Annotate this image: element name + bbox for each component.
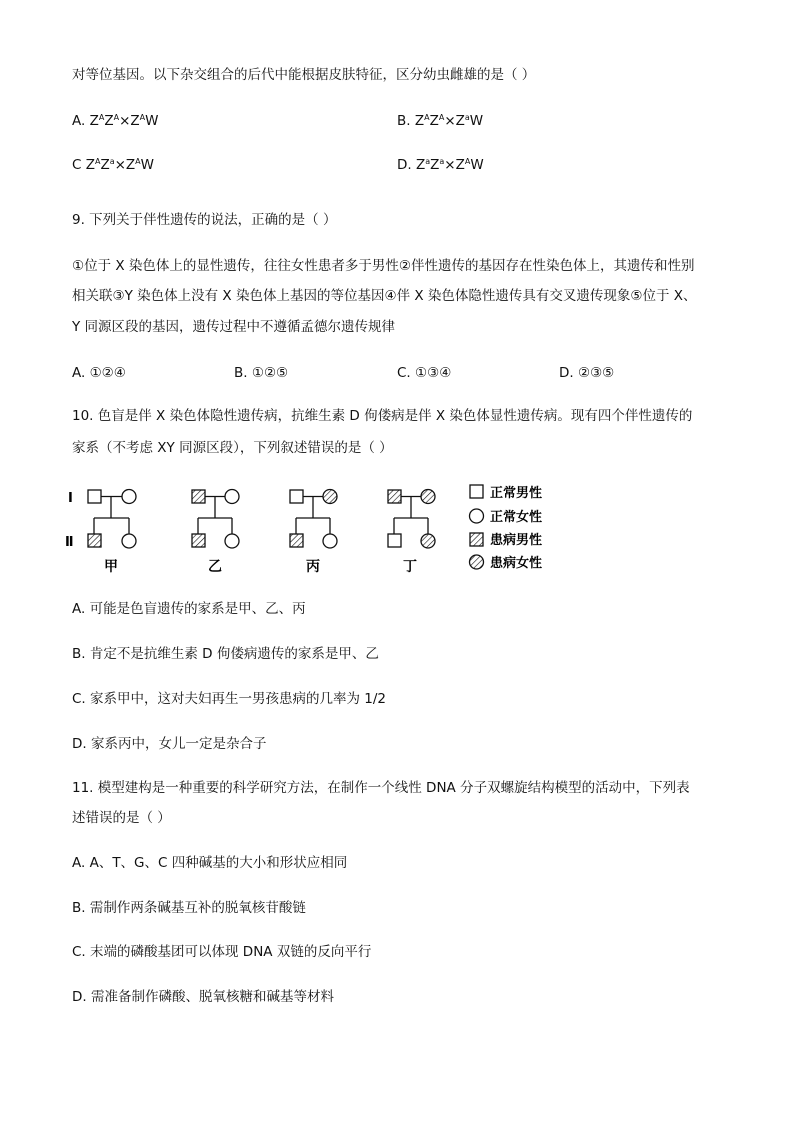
genotype-text: Z [414, 113, 425, 129]
normal-male-symbol [290, 490, 303, 503]
genotype-text: Z [104, 113, 114, 129]
legend-normal-male-symbol [470, 485, 483, 498]
family-label: 甲 [104, 559, 118, 575]
q11-option-b: B. 需制作两条碱基互补的脱氧核苷酸链 [72, 900, 306, 916]
allele-sup: a [439, 157, 445, 166]
affected-male-symbol [88, 534, 101, 547]
pedigree-family-yi [192, 490, 239, 549]
pedigree-family-bing [290, 490, 337, 549]
allele-sup: a [464, 113, 470, 122]
legend-affected-male-symbol [470, 533, 483, 546]
genotype-text: W [145, 113, 159, 129]
allele-sup: A [139, 113, 146, 122]
normal-male-symbol [388, 534, 401, 547]
genotype-text: Z [85, 157, 95, 173]
option-letter: C [72, 157, 86, 173]
legend-label: 正常女性 [490, 510, 543, 525]
affected-male-symbol [388, 490, 401, 503]
q11-stem-line: 11. 模型建构是一种重要的科学研究方法，在制作一个线性 DNA 分子双螺旋结构模型的活动中，下列表 [72, 780, 690, 796]
allele-sup: A [135, 157, 141, 166]
normal-male-symbol [88, 490, 101, 503]
affected-male-symbol [192, 534, 205, 547]
genotype-text: Z [415, 157, 426, 173]
q10-stem-line: 家系（不考虑 XY 同源区段），下列叙述错误的是（ ） [72, 440, 393, 456]
genotype-text: Z [429, 113, 439, 129]
q9-body-line: ①位于 X 染色体上的显性遗传，往往女性患者多于男性②伴性遗传的基因存在性染色体上，其遗传和性别 [72, 258, 695, 274]
pedigree-figure [60, 478, 560, 578]
q8-option-a [72, 112, 158, 130]
q10-option-a: A. 可能是色盲遗传的家系是甲、乙、丙 [72, 601, 306, 617]
q10-stem-line: 10. 色盲是伴 X 染色体隐性遗传病，抗维生素 D 佝偻病是伴 X 染色体显性遗传病。现有四个伴性遗传的 [72, 408, 693, 424]
q9-body-line: 相关联③Y 染色体上没有 X 染色体上基因的等位基因④伴 X 染色体隐性遗传具有交叉遗传现象⑤位于 X、 [72, 288, 697, 304]
generation-label-1: Ⅰ [68, 491, 73, 506]
allele-sup: A [438, 113, 445, 122]
pedigree-family-jia [88, 490, 136, 549]
genotype-text: ×Z [444, 157, 465, 173]
generation-label-2: Ⅱ [65, 535, 74, 550]
legend-label: 患病男性 [490, 533, 543, 548]
affected-female-symbol [421, 490, 435, 504]
genotype-text: Z [89, 113, 99, 129]
legend-label: 正常男性 [490, 486, 543, 501]
normal-female-symbol [225, 534, 239, 548]
allele-sup: A [424, 113, 430, 122]
genotype-text: ×Z [119, 113, 140, 129]
genotype-text: ×Z [114, 157, 136, 173]
q8-stem-tail: 对等位基因。以下杂交组合的后代中能根据皮肤特征，区分幼虫雌雄的是（ ） [72, 67, 536, 83]
family-label: 乙 [208, 559, 222, 575]
normal-female-symbol [122, 534, 136, 548]
q9-stem: 9. 下列关于伴性遗传的说法，正确的是（ ） [72, 212, 337, 228]
affected-male-symbol [192, 490, 205, 503]
legend-affected-female-symbol [470, 555, 484, 569]
family-label: 丁 [403, 559, 417, 575]
q8-option-b [397, 112, 483, 130]
q8-option-d [397, 156, 484, 174]
q9-option-c: C. ①③④ [397, 365, 452, 381]
legend-normal-female-symbol [470, 509, 484, 523]
option-letter: B. [397, 113, 415, 129]
family-label: 丙 [306, 559, 320, 575]
normal-female-symbol [225, 490, 239, 504]
affected-female-symbol [421, 534, 435, 548]
genotype-text: W [469, 113, 484, 129]
genotype-text: W [140, 157, 155, 173]
affected-male-symbol [290, 534, 303, 547]
q8-option-c [72, 156, 154, 174]
q10-option-b: B. 肯定不是抗维生素 D 佝偻病遗传的家系是甲、乙 [72, 646, 379, 662]
genotype-text: W [470, 157, 484, 173]
q9-option-d: D. ②③⑤ [559, 365, 615, 381]
option-letter: A. [72, 113, 90, 129]
q10-option-d: D. 家系丙中，女儿一定是杂合子 [72, 736, 267, 752]
allele-sup: A [113, 113, 120, 122]
allele-sup: a [109, 157, 115, 166]
q9-body-line: Y 同源区段的基因，遗传过程中不遵循孟德尔遗传规律 [72, 319, 396, 335]
normal-female-symbol [122, 490, 136, 504]
genotype-text: Z [430, 157, 440, 173]
q11-option-d: D. 需准备制作磷酸、脱氧核糖和碱基等材料 [72, 989, 334, 1005]
q11-option-c: C. 末端的磷酸基团可以体现 DNA 双链的反向平行 [72, 944, 372, 960]
genotype-text: ×Z [444, 113, 465, 129]
q11-stem-line: 述错误的是（ ） [72, 810, 171, 826]
normal-female-symbol [323, 534, 337, 548]
allele-sup: A [98, 113, 105, 122]
q10-option-c: C. 家系甲中，这对夫妇再生一男孩患病的几率为 1/2 [72, 691, 387, 707]
allele-sup: a [425, 157, 431, 166]
pedigree-family-ding [388, 490, 435, 549]
allele-sup: A [464, 157, 471, 166]
genotype-text: Z [100, 157, 110, 173]
affected-female-symbol [323, 490, 337, 504]
q9-option-b: B. ①②⑤ [234, 365, 289, 381]
q11-option-a: A. A、T、G、C 四种碱基的大小和形状应相同 [72, 855, 348, 871]
legend-label: 患病女性 [490, 556, 543, 571]
allele-sup: A [94, 157, 101, 166]
option-letter: D. [397, 157, 416, 173]
q9-option-a: A. ①②④ [72, 365, 126, 381]
